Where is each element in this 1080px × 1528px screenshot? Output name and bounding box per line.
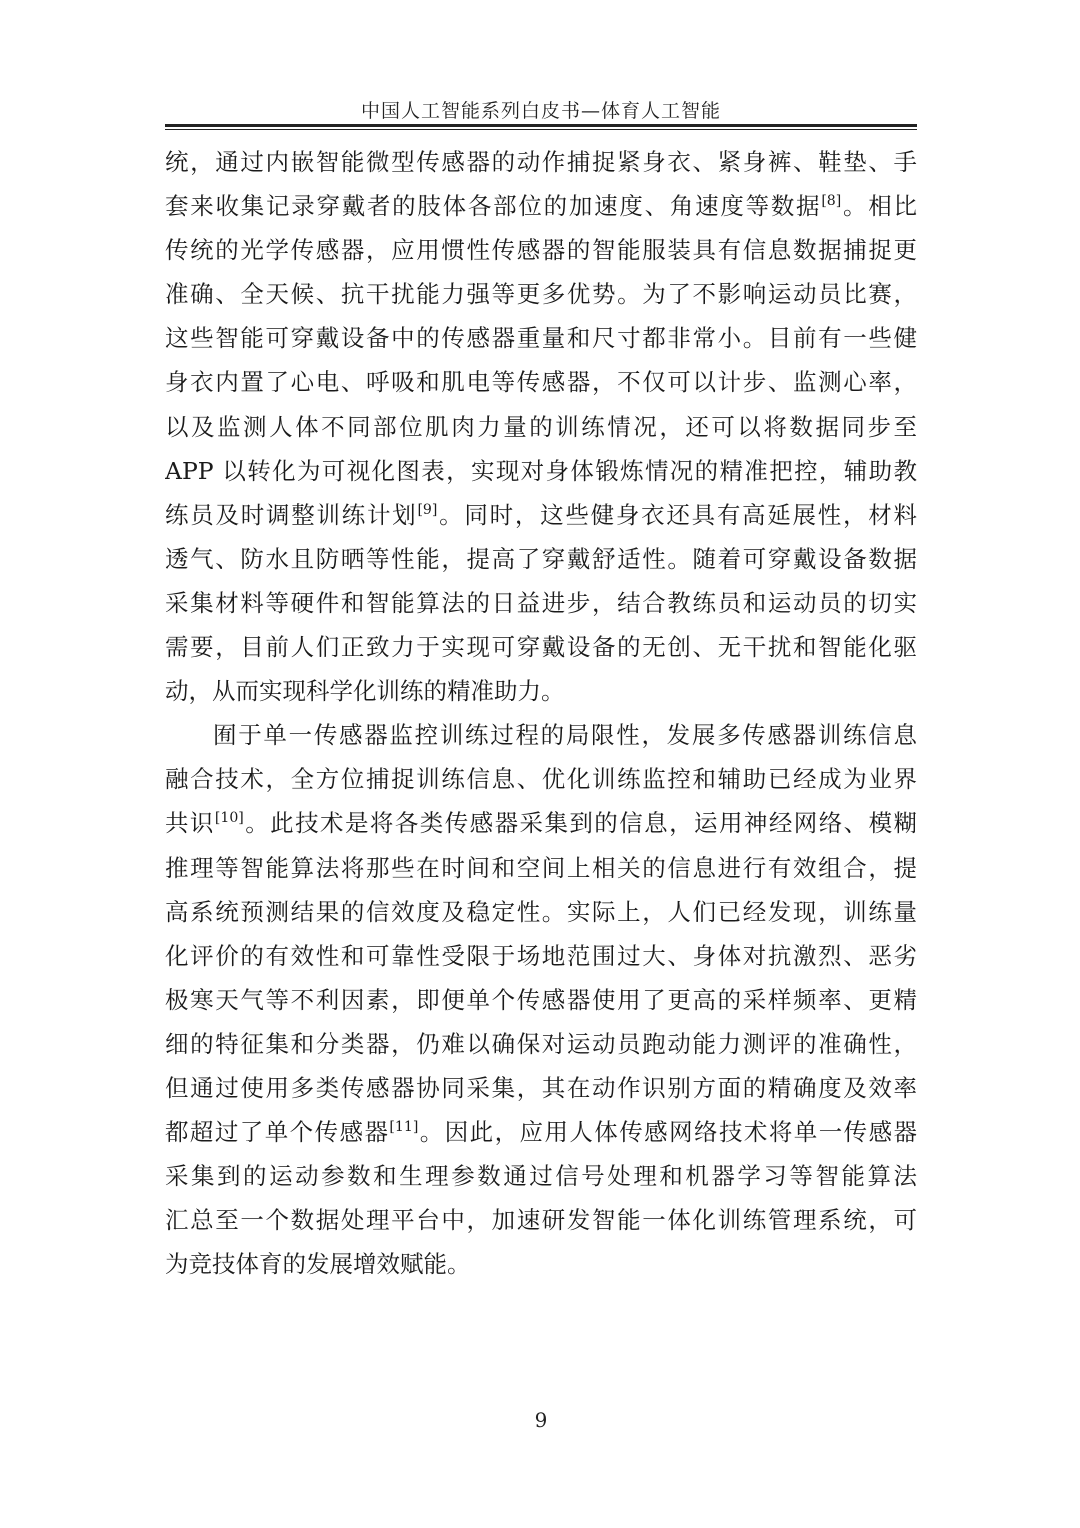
text-line: 共识[10]。此技术是将各类传感器采集到的信息，运用神经网络、模糊 [165,809,917,838]
text-line: 套来收集记录穿戴者的肢体各部位的加速度、角速度等数据[8]。相比 [165,192,917,221]
text-line: 囿于单一传感器监控训练过程的局限性，发展多传感器训练信息 [213,721,917,750]
text-line: 练员及时调整训练计划[9]。同时，这些健身衣还具有高延展性，材料 [165,500,917,529]
header-rule-thin [165,129,917,130]
header-rule-thick [165,124,917,127]
text-line: 细的特征集和分类器，仍难以确保对运动员跑动能力测评的准确性， [165,1029,917,1058]
text-line: 推理等智能算法将那些在时间和空间上相关的信息进行有效组合，提 [165,853,917,882]
text-line: 统，通过内嵌智能微型传感器的动作捕捉紧身衣、紧身裤、鞋垫、手 [165,148,917,176]
paragraph-1 [165,140,917,713]
text-line: 以及监测人体不同部位肌肉力量的训练情况，还可以将数据同步至 [165,412,917,441]
text-line: 身衣内置了心电、呼吸和肌电等传感器，不仅可以计步、监测心率， [165,368,917,397]
text-line: 透气、防水且防晒等性能，提高了穿戴舒适性。随着可穿戴设备数据 [165,544,917,573]
text-line: 动，从而实现科学化训练的精准助力。 [165,677,565,706]
page-number: 9 [534,1408,548,1432]
text-line: 极寒天气等不利因素，即便单个传感器使用了更高的采样频率、更精 [165,985,917,1014]
text-line: 需要，目前人们正致力于实现可穿戴设备的无创、无干扰和智能化驱 [165,633,917,662]
text-line: 采集到的运动参数和生理参数通过信号处理和机器学习等智能算法 [165,1162,917,1191]
text-line: 都超过了单个传感器[11]。因此，应用人体传感网络技术将单一传感器 [165,1118,917,1147]
paragraph-2 [165,713,917,1286]
text-line: 准确、全天候、抗干扰能力强等更多优势。为了不影响运动员比赛， [165,280,917,309]
text-line: 融合技术，全方位捕捉训练信息、优化训练监控和辅助已经成为业界 [165,765,917,794]
running-header: 中国人工智能系列白皮书—体育人工智能 [360,100,721,122]
text-line: 采集材料等硬件和智能算法的日益进步，结合教练员和运动员的切实 [165,588,917,617]
text-line: 汇总至一个数据处理平台中，加速研发智能一体化训练管理系统，可 [165,1206,917,1235]
text-line: 化评价的有效性和可靠性受限于场地范围过大、身体对抗激烈、恶劣 [165,941,917,970]
text-line: 为竞技体育的发展增效赋能。 [165,1250,471,1279]
text-line: 但通过使用多类传感器协同采集，其在动作识别方面的精确度及效率 [165,1073,917,1102]
body-text [165,140,917,1286]
text-line: 传统的光学传感器，应用惯性传感器的智能服装具有信息数据捕捉更 [165,236,917,265]
text-line: 高系统预测结果的信效度及稳定性。实际上，人们已经发现，训练量 [165,897,917,926]
text-line: APP 以转化为可视化图表，实现对身体锻炼情况的精准把控，辅助教 [165,456,917,485]
text-line: 这些智能可穿戴设备中的传感器重量和尺寸都非常小。目前有一些健 [165,324,917,353]
